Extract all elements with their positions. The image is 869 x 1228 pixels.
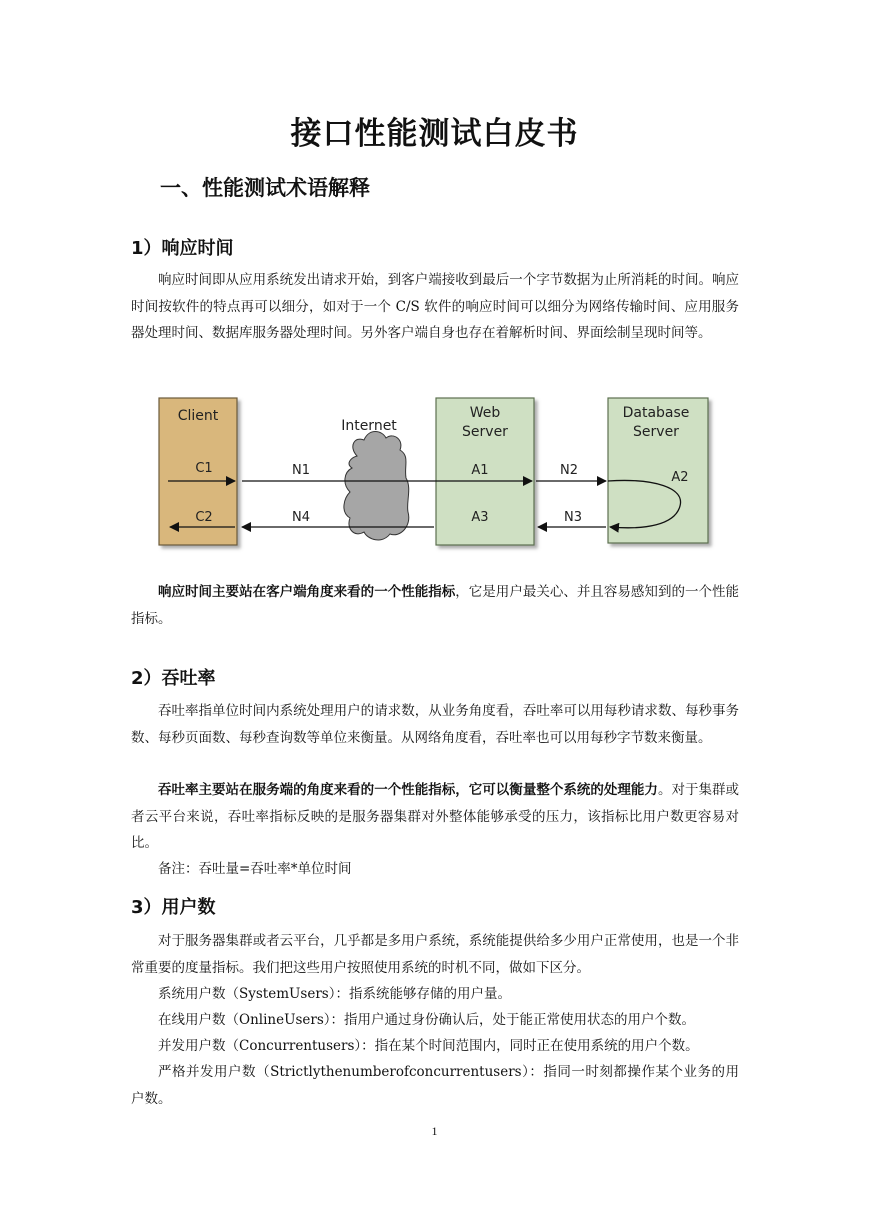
text: ，它是用户最关心、并且容易感知到的一个性能指标。 (131, 584, 740, 627)
c2-label: C2 (195, 510, 213, 525)
response-time-diagram (150, 388, 720, 556)
paragraph-online-users: 在线用户数（OnlineUsers）：指用户通过身份确认后，处于能正常使用状态的用户个数。 (158, 1012, 696, 1028)
internet-cloud-icon (344, 432, 409, 540)
database-server-label-line2: Server (633, 424, 679, 440)
internet-label: Internet (341, 418, 397, 434)
n2-label: N2 (560, 463, 578, 478)
bold-text: 响应时间主要站在客户端角度来看的一个性能指标 (158, 584, 456, 600)
a2-label: A2 (671, 470, 689, 485)
c1-label: C1 (195, 461, 213, 476)
bold-text: 吞吐率主要站在服务端的角度来看的一个性能指标，它可以衡量整个系统的处理能力 (158, 782, 658, 798)
subsection-heading-throughput: 2）吞吐率 (131, 668, 216, 689)
paragraph-throughput-summary (131, 777, 739, 857)
paragraph-concurrent-users: 并发用户数（Concurrentusers）：指在某个时间范围内，同时正在使用系统的用户个数。 (158, 1038, 699, 1054)
web-server-label-line1: Web (469, 405, 501, 421)
database-server-label-line1: Database (622, 405, 690, 421)
n4-label: N4 (292, 510, 310, 525)
paragraph-strict-concurrent-users: 严格并发用户数（Strictlythenumberofconcurrentusers）：指同一时刻都操作某个业务的用户数。 (131, 1064, 739, 1107)
n3-label: N3 (564, 510, 582, 525)
web-server-label-line2: Server (462, 424, 508, 440)
paragraph-system-users: 系统用户数（SystemUsers）：指系统能够存储的用户量。 (158, 986, 511, 1002)
paragraph-response-time-definition: 响应时间即从应用系统发出请求开始，到客户端接收到最后一个字节数据为止所消耗的时间。响应时间按软件的特点再可以细分，如对于一个 C/S 软件的响应时间可以细分为网络传输时间、应用服务器处理时间、数据库服务器处理时间。另外客户端自身也存在着解析时间、界面绘制呈现时间等。 (131, 272, 739, 341)
a1-label: A1 (471, 463, 489, 478)
paragraph-users-intro: 对于服务器集群或者云平台，几乎都是多用户系统，系统能提供给多少用户正常使用，也是一个非常重要的度量指标。我们把这些用户按照使用系统的时机不同，做如下区分。 (131, 933, 739, 976)
paragraph-response-time-summary (131, 579, 739, 632)
client-label: Client (177, 408, 219, 424)
paragraph-throughput-definition: 吞吐率指单位时间内系统处理用户的请求数，从业务角度看，吞吐率可以用每秒请求数、每秒事务数、每秒页面数、每秒查询数等单位来衡量。从网络角度看，吞吐率也可以用每秒字节数来衡量。 (131, 703, 739, 746)
page-number: 1 (431, 1124, 438, 1138)
subsection-heading-response-time: 1）响应时间 (131, 238, 234, 259)
paragraph-throughput-note: 备注：吞吐量=吞吐率*单位时间 (158, 861, 352, 877)
section-heading: 一、性能测试术语解释 (160, 176, 370, 200)
subsection-heading-users: 3）用户数 (131, 897, 216, 918)
n1-label: N1 (292, 463, 310, 478)
a3-label: A3 (471, 510, 489, 525)
document-title: 接口性能测试白皮书 (290, 116, 579, 152)
text: 。对于集群或者云平台来说，吞吐率指标反映的是服务器集群对外整体能够承受的压力，该指标比用户数更容易对比。 (131, 782, 740, 851)
